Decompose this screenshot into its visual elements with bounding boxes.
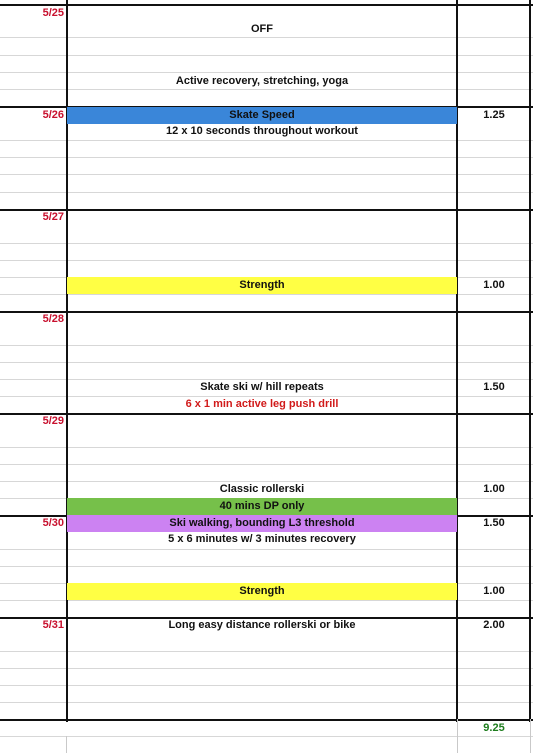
- workout-text: Strength: [239, 279, 285, 291]
- row-divider: [0, 600, 533, 601]
- day-date: 5/27: [42, 211, 64, 223]
- day-date: 5/29: [42, 415, 64, 427]
- workout-hours: 1.50: [483, 517, 505, 529]
- workout-text: OFF: [251, 23, 273, 35]
- workout-detail: 40 mins DP only: [219, 500, 305, 512]
- workout-hours: 1.00: [483, 279, 505, 291]
- row-divider: [0, 174, 533, 175]
- day-date: 5/28: [42, 313, 64, 325]
- workout-hours: 1.25: [483, 109, 505, 121]
- workout-text: Ski walking, bounding L3 threshold: [169, 517, 355, 529]
- workout-hours: 1.00: [483, 483, 505, 495]
- row-divider: [0, 464, 533, 465]
- day-divider: [0, 209, 533, 211]
- workout-hours: 2.00: [483, 619, 505, 631]
- workout-text: Skate ski w/ hill repeats: [200, 381, 324, 393]
- row-divider: [0, 447, 533, 448]
- row-divider: [0, 55, 533, 56]
- row-divider: [0, 294, 533, 295]
- row-divider: [0, 668, 533, 669]
- summary-column-border: [66, 736, 67, 753]
- day-date: 5/25: [42, 7, 64, 19]
- row-divider: [0, 702, 533, 703]
- workout-text: Skate Speed: [229, 109, 295, 121]
- workout-hours: 1.50: [483, 381, 505, 393]
- row-divider: [0, 566, 533, 567]
- row-divider: [0, 549, 533, 550]
- workout-text: Active recovery, stretching, yoga: [175, 75, 349, 87]
- row-divider: [0, 140, 533, 141]
- row-divider: [0, 192, 533, 193]
- day-divider: [0, 413, 533, 415]
- workout-text: Classic rollerski: [219, 483, 305, 495]
- summary-column-border: [530, 719, 531, 753]
- row-divider: [0, 345, 533, 346]
- workout-text: Strength: [239, 585, 285, 597]
- workout-detail: 5 x 6 minutes w/ 3 minutes recovery: [168, 533, 356, 545]
- workout-hours: 1.00: [483, 585, 505, 597]
- row-divider: [0, 362, 533, 363]
- total-hours: 9.25: [483, 722, 505, 734]
- row-divider: [0, 4, 533, 6]
- row-divider: [0, 651, 533, 652]
- row-divider: [0, 243, 533, 244]
- sheet-bottom-border: [0, 719, 533, 721]
- workout-detail: 12 x 10 seconds throughout workout: [166, 125, 358, 137]
- row-divider: [0, 736, 533, 737]
- workout-detail: 6 x 1 min active leg push drill: [185, 398, 339, 410]
- day-divider: [0, 311, 533, 313]
- day-date: 5/31: [42, 619, 64, 631]
- workout-text: Long easy distance rollerski or bike: [168, 619, 356, 631]
- day-date: 5/30: [42, 517, 64, 529]
- row-divider: [0, 260, 533, 261]
- row-divider: [0, 157, 533, 158]
- day-date: 5/26: [42, 109, 64, 121]
- row-divider: [0, 685, 533, 686]
